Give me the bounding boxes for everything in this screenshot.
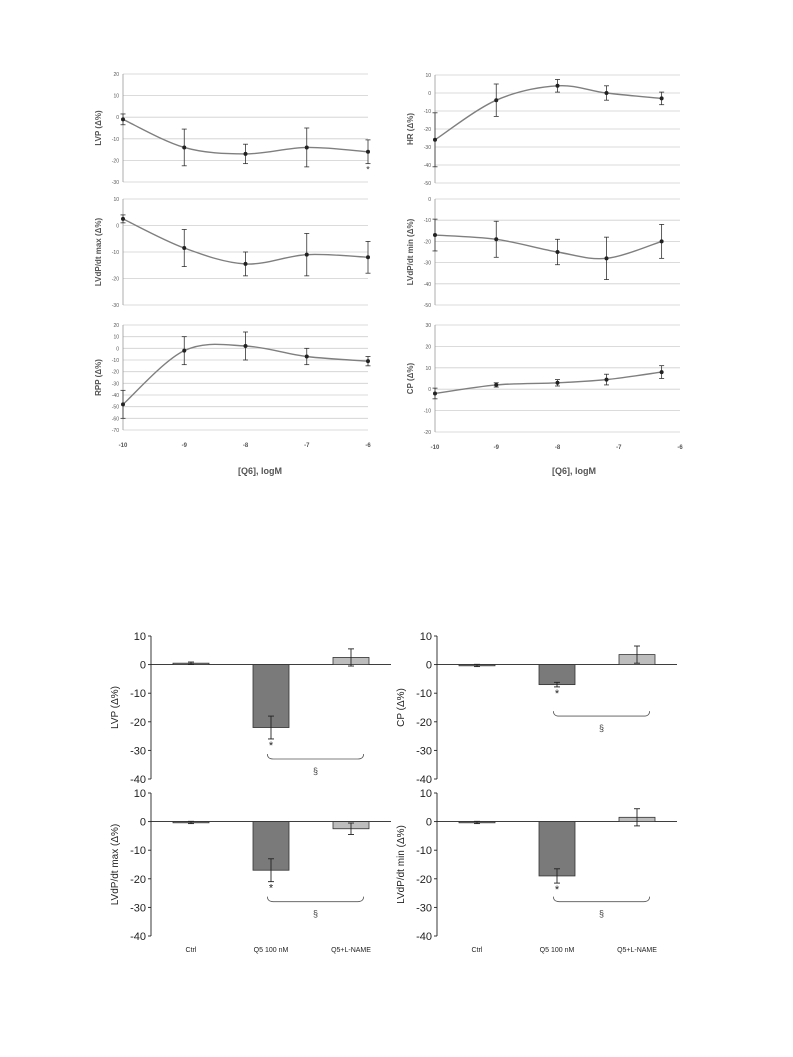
x-tick-label: -9: [493, 445, 499, 451]
data-point: [556, 250, 560, 254]
data-point: [182, 246, 186, 250]
y-tick-label: -20: [130, 873, 146, 886]
series-line: [435, 86, 662, 140]
y-axis-label: CP (Δ%): [406, 362, 415, 395]
significance-bracket: [553, 897, 649, 902]
y-tick-label: 20: [113, 72, 119, 78]
line-chart-hr-line: [406, 73, 680, 187]
significance-label: §: [312, 765, 319, 776]
x-tick-label: -7: [304, 443, 310, 449]
significance-star: *: [268, 882, 274, 895]
bar-chart-lvdpmax-bar: [110, 788, 391, 954]
significance-bracket: [267, 897, 363, 902]
y-tick-label: -10: [423, 408, 431, 415]
y-tick-label: -20: [111, 276, 119, 283]
y-tick-label: -30: [111, 180, 119, 186]
line-chart-lvdpmin-line: [406, 197, 680, 309]
y-tick-label: -20: [111, 158, 119, 165]
data-point: [494, 237, 498, 241]
y-axis-label: LVdP/dt max (Δ%): [110, 823, 121, 906]
data-point: [121, 402, 125, 406]
series-line: [435, 235, 662, 259]
y-axis-label: HR (Δ%): [406, 113, 415, 145]
x-tick-label: Ctrl: [185, 947, 197, 954]
x-tick-label: -9: [181, 443, 187, 449]
y-tick-label: 10: [425, 73, 431, 79]
bar-chart-lvp-bar: [110, 631, 391, 786]
data-point: [366, 255, 370, 259]
y-tick-label: -30: [130, 745, 146, 758]
y-tick-label: 0: [116, 115, 119, 122]
y-tick-label: -60: [111, 416, 119, 423]
data-point: [556, 84, 560, 88]
data-point: [433, 233, 437, 237]
y-tick-label: -30: [416, 902, 432, 915]
significance-label: §: [598, 908, 605, 919]
significance-star: *: [554, 884, 560, 897]
data-point: [366, 150, 370, 154]
x-tick-label: Q5 100 nM: [539, 947, 575, 954]
significance-star: *: [554, 687, 560, 700]
series-line: [435, 372, 662, 393]
x-tick-label: -10: [118, 443, 128, 449]
y-tick-label: 30: [425, 323, 431, 329]
y-tick-label: -40: [111, 393, 119, 399]
y-axis-label: LVP (Δ%): [110, 686, 121, 729]
data-point: [660, 96, 664, 100]
x-tick-label: -6: [677, 445, 683, 451]
y-tick-label: -20: [111, 369, 119, 376]
data-point: [182, 349, 186, 353]
y-tick-label: 10: [419, 631, 432, 643]
significance-label: §: [312, 908, 319, 919]
y-tick-label: 10: [113, 334, 119, 341]
y-tick-label: -40: [130, 931, 146, 943]
x-tick-label: -8: [242, 443, 249, 449]
y-tick-label: 10: [133, 631, 146, 643]
data-point: [244, 344, 248, 348]
y-axis-label: LVP (Δ%): [94, 110, 103, 146]
data-point: [433, 138, 437, 142]
y-tick-label: -50: [423, 181, 431, 187]
y-tick-label: -10: [423, 109, 431, 115]
bar: [539, 822, 575, 876]
y-tick-label: -40: [416, 931, 432, 943]
x-tick-label: Q5+L-NAME: [617, 947, 657, 954]
y-tick-label: 0: [428, 387, 431, 394]
y-tick-label: -40: [416, 774, 432, 786]
y-tick-label: -30: [416, 745, 432, 758]
y-tick-label: 0: [116, 223, 119, 230]
y-tick-label: -10: [130, 845, 146, 858]
y-tick-label: -40: [423, 281, 431, 288]
data-point: [366, 359, 370, 363]
line-chart-lvdpmax-line: [94, 197, 371, 309]
data-point: [121, 117, 125, 121]
y-tick-label: 20: [425, 344, 431, 351]
x-tick-label: -7: [616, 445, 622, 451]
y-tick-label: -70: [111, 428, 119, 434]
line-chart-rpp-line: [94, 323, 371, 449]
bar: [539, 665, 575, 685]
y-tick-label: -20: [423, 127, 431, 133]
data-point: [660, 239, 664, 243]
data-point: [494, 383, 498, 387]
significance-bracket: [267, 754, 363, 759]
y-tick-label: -30: [423, 260, 431, 267]
y-tick-label: -20: [130, 716, 146, 729]
data-point: [605, 378, 609, 382]
y-tick-label: 0: [116, 346, 119, 353]
y-tick-label: -30: [111, 303, 119, 309]
x-tick-label: -10: [430, 445, 440, 451]
y-axis-label: CP (Δ%): [396, 688, 407, 727]
line-chart-lvp-line: [94, 72, 371, 186]
bar-chart-lvdpmin-bar: [396, 788, 677, 954]
y-tick-label: -40: [423, 163, 431, 169]
y-tick-label: 0: [139, 816, 146, 829]
y-tick-label: 0: [428, 197, 431, 203]
data-point: [305, 355, 309, 359]
y-tick-label: -20: [423, 239, 431, 246]
y-tick-label: -10: [416, 845, 432, 858]
y-tick-label: -10: [416, 688, 432, 701]
y-tick-label: 20: [113, 323, 119, 329]
data-point: [494, 98, 498, 102]
x-tick-label: Q5+L-NAME: [331, 947, 371, 954]
line-x-axis-label-left: [Q6], logM: [238, 466, 282, 476]
data-point: [605, 91, 609, 95]
line-x-axis-label-right: [Q6], logM: [552, 466, 596, 476]
significance-bracket: [553, 711, 649, 716]
y-axis-label: LVdP/dt max (Δ%): [94, 217, 103, 287]
x-tick-label: -8: [554, 445, 561, 451]
data-point: [121, 217, 125, 221]
y-tick-label: -20: [416, 716, 432, 729]
y-tick-label: -20: [416, 873, 432, 886]
y-tick-label: -10: [130, 688, 146, 701]
significance-label: §: [598, 723, 605, 734]
y-tick-label: 0: [425, 659, 432, 672]
y-axis-label: RPP (Δ%): [94, 359, 103, 396]
line-chart-cp-line: [406, 323, 683, 451]
data-point: [305, 145, 309, 149]
y-tick-label: -20: [423, 430, 431, 436]
y-axis-label: LVdP/dt min (Δ%): [406, 218, 415, 286]
y-tick-label: -10: [111, 358, 119, 364]
bar-chart-cp-bar: [396, 631, 677, 786]
data-point: [660, 370, 664, 374]
y-tick-label: 0: [425, 816, 432, 829]
y-tick-label: 0: [139, 659, 146, 672]
y-axis-label: LVdP/dt min (Δ%): [396, 825, 407, 904]
data-point: [433, 391, 437, 395]
data-point: [556, 381, 560, 385]
y-tick-label: -40: [130, 774, 146, 786]
y-tick-label: 0: [428, 91, 431, 97]
y-tick-label: 10: [113, 93, 119, 100]
y-tick-label: -30: [130, 902, 146, 915]
data-point: [244, 152, 248, 156]
y-tick-label: -30: [423, 145, 431, 151]
y-tick-label: 10: [133, 788, 146, 800]
y-tick-label: -10: [111, 136, 119, 143]
x-tick-label: Ctrl: [471, 947, 483, 954]
significance-star: *: [366, 164, 370, 175]
x-tick-label: -6: [365, 443, 371, 449]
y-tick-label: -10: [423, 218, 431, 225]
data-point: [605, 256, 609, 260]
significance-star: *: [268, 739, 274, 752]
data-point: [244, 262, 248, 266]
x-tick-label: Q5 100 nM: [253, 947, 289, 954]
y-tick-label: -50: [423, 303, 431, 309]
y-tick-label: 10: [113, 197, 119, 203]
y-tick-label: -30: [111, 381, 119, 388]
data-point: [305, 253, 309, 257]
y-tick-label: 10: [425, 365, 431, 372]
y-tick-label: -10: [111, 250, 119, 256]
data-point: [182, 145, 186, 149]
y-tick-label: -50: [111, 404, 119, 411]
y-tick-label: 10: [419, 788, 432, 800]
